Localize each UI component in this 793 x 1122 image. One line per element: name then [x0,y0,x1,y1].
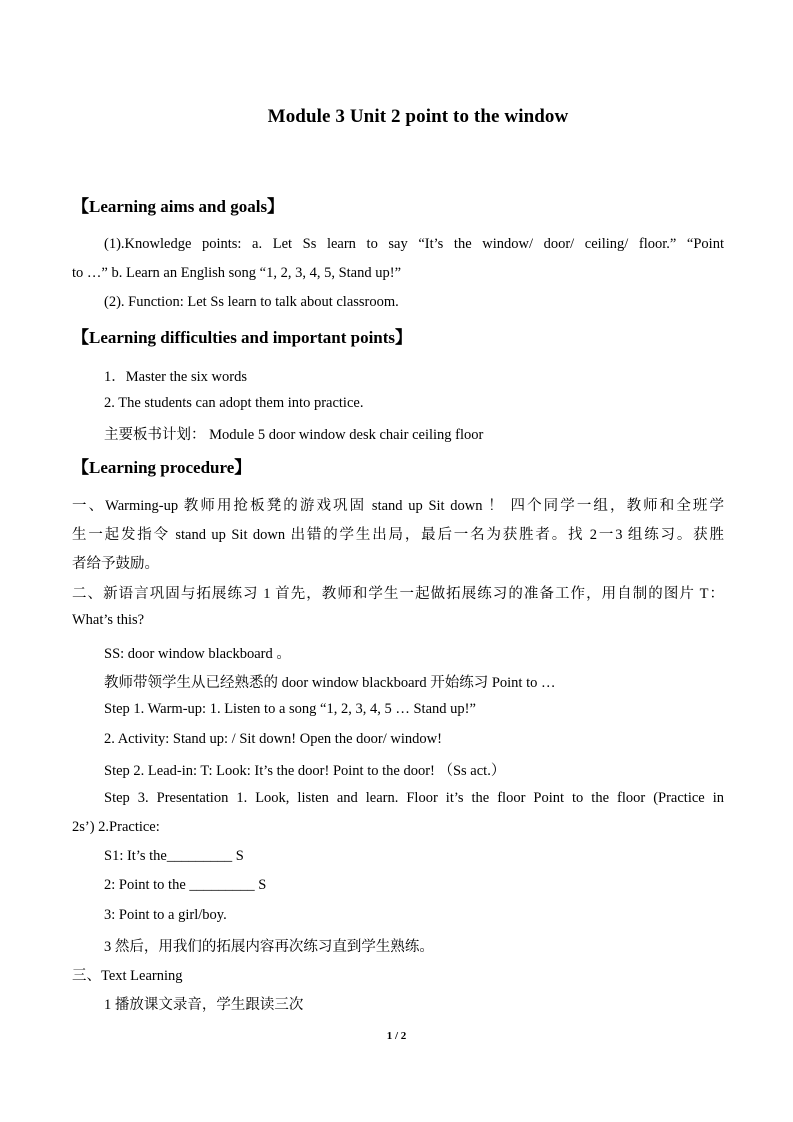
heading-learning-aims: 【Learning aims and goals】 [72,197,285,216]
warming-up-line-3: 者给予鼓励。 [72,556,159,572]
step-2-line: Step 2. Lead-in: T: Look: It’s the door! Point to the door! （Ss act.） [104,763,506,779]
document-title: Module 3 Unit 2 point to the window [267,106,569,127]
warming-up-line-1: 一、Warming-up 教师用抢板凳的游戏巩固 stand up Sit down ！ 四个同学一组，教师和全班学 [72,498,724,514]
aims-function-line: (2). Function: Let Ss learn to talk about classroom. [104,294,399,310]
step-1-line: Step 1. Warm-up: 1. Listen to a song “1, 2, 3, 4, 5 … Stand up!” [104,701,476,717]
heading-difficulties: 【Learning difficulties and important points】 [72,328,413,347]
aims-knowledge-line-2: to …” b. Learn an English song “1, 2, 3, 4, 5, Stand up!” [72,265,402,281]
extension-line-1: 二、新语言巩固与拓展练习 1 首先，教师和学生一起做拓展练习的准备工作，用自制的图片 T： [72,586,724,602]
page-number: 1 / 2 [386,1030,407,1042]
practice-s1-line: S1: It’s the_________ S [104,848,244,864]
text-learning-heading: 三、Text Learning [72,968,183,984]
heading-procedure: 【Learning procedure】 [72,458,252,477]
text-learning-line-1: 1 播放课文录音，学生跟读三次 [104,997,304,1013]
ss-response-line: SS: door window blackboard 。 [104,646,291,662]
step-3-line-2: 2s’) 2.Practice: [72,819,160,835]
aims-knowledge-line-1: (1).Knowledge points: a. Let Ss learn to say “It’s the window/ door/ ceiling/ floor.” “Point [104,236,724,252]
teacher-lead-line: 教师带领学生从已经熟悉的 door window blackboard 开始练习 Point to … [104,675,556,691]
practice-s2-line: 2: Point to the _________ S [104,877,267,893]
extension-line-2: What’s this? [72,612,145,628]
warming-up-line-2: 生一起发指令 stand up Sit down 出错的学生出局，最后一名为获胜者。找 2一3 组练习。获胜 [72,527,724,543]
activity-line: 2. Activity: Stand up: / Sit down! Open the door/ window! [104,731,442,747]
difficulty-item-1: 1．Master the six words [104,369,247,385]
practice-repeat-line: 3 然后，用我们的拓展内容再次练习直到学生熟练。 [104,939,434,955]
step-3-line-1: Step 3. Presentation 1. Look, listen and learn. Floor it’s the floor Point to the floor (Practice in [104,790,724,806]
practice-s3-line: 3: Point to a girl/boy. [104,907,227,923]
board-plan-line: 主要板书计划： Module 5 door window desk chair ceiling floor [104,427,484,443]
difficulty-item-2: 2. The students can adopt them into practice. [104,395,364,411]
